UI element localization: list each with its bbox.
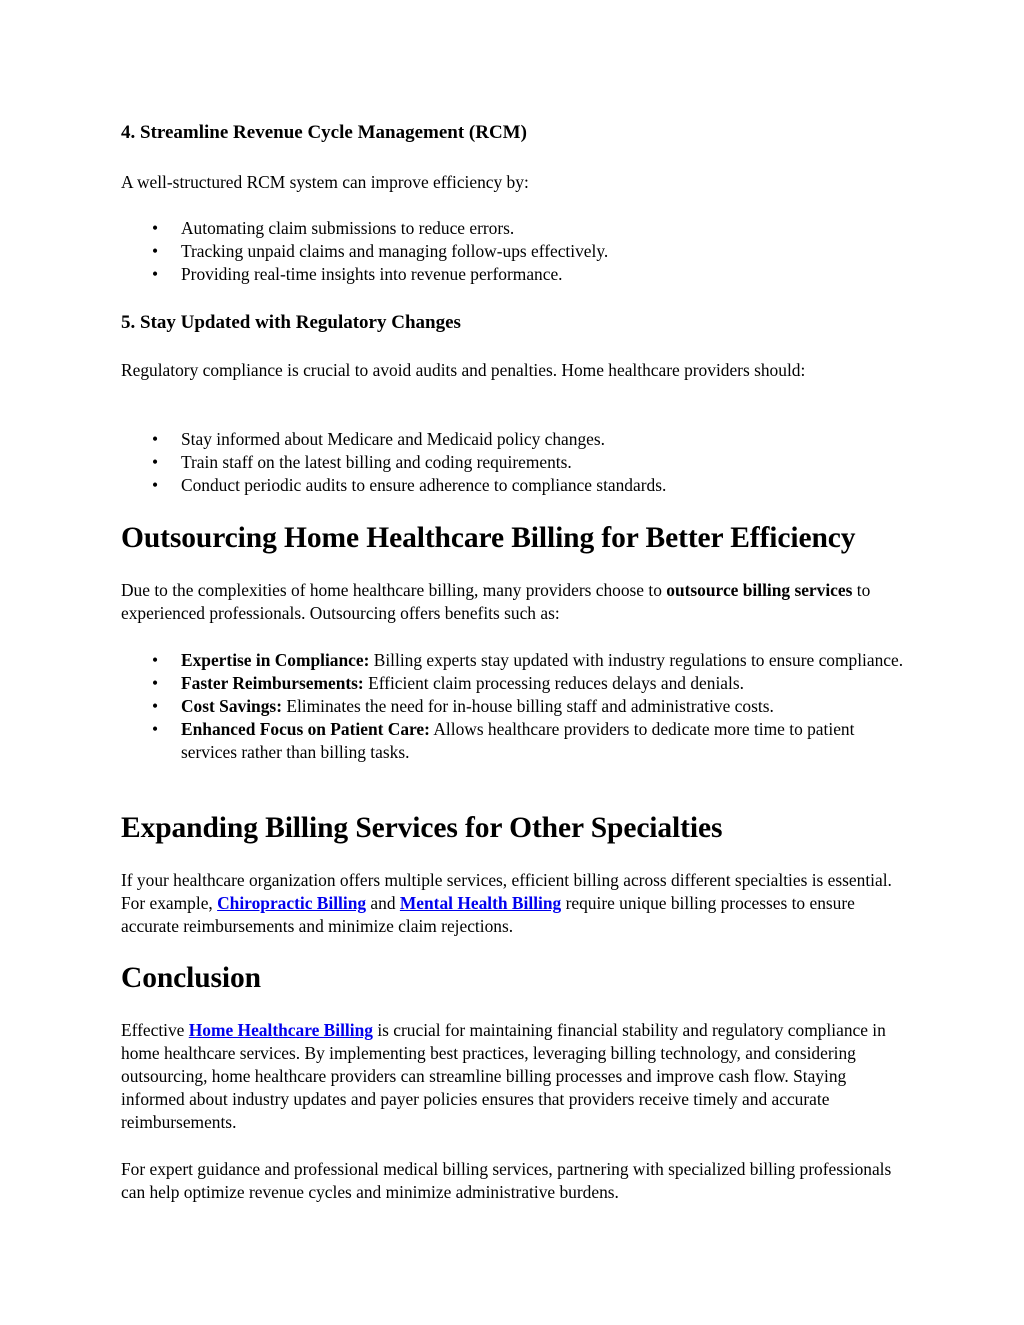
conclusion-paragraph: Effective Home Healthcare Billing is crucial for maintaining financial stability and regulatory compliance in home healthcare services. By implementing best practices, leveraging billing technology, and considering outsourcing, home healthcare providers can streamline billing processes and improve cash flow. Staying informed about industry updates and payer policies ensures that providers receive timely and accurate reimbursements.	[121, 1020, 886, 1132]
list-item: • Stay informed about Medicare and Medicaid policy changes.	[152, 429, 605, 449]
rcm-intro: A well-structured RCM system can improve efficiency by:	[121, 172, 529, 192]
list-item: • Providing real-time insights into revenue performance.	[152, 264, 563, 284]
outsourcing-list	[121, 649, 911, 764]
conclusion-heading: Conclusion	[121, 962, 261, 994]
regulatory-list	[121, 428, 911, 497]
rcm-heading: 4. Streamline Revenue Cycle Management (RCM)	[121, 122, 527, 143]
bullet-icon: •	[152, 673, 159, 693]
mental-health-billing-link[interactable]: Mental Health Billing	[399, 893, 562, 913]
outsourcing-intro: Due to the complexities of home healthcare billing, many providers choose to outsource billing services to experienced professionals. Outsourcing offers benefits such as:	[121, 580, 871, 623]
bullet-icon: •	[152, 719, 159, 739]
list-item: • Automating claim submissions to reduce errors.	[152, 218, 515, 238]
home-healthcare-billing-link[interactable]: Home Healthcare Billing	[188, 1020, 373, 1040]
outsourcing-heading: Outsourcing Home Healthcare Billing for Better Efficiency	[121, 522, 856, 554]
bullet-icon: •	[152, 452, 159, 472]
list-item: • Cost Savings: Eliminates the need for in-house billing staff and administrative costs.	[152, 696, 774, 716]
bullet-icon: •	[152, 429, 159, 449]
specialties-heading: Expanding Billing Services for Other Specialties	[121, 812, 723, 844]
regulatory-heading: 5. Stay Updated with Regulatory Changes	[121, 312, 461, 333]
bullet-icon: •	[152, 475, 159, 495]
list-item: • Enhanced Focus on Patient Care: Allows healthcare providers to dedicate more time to patient services rather than billing tasks.	[152, 719, 855, 762]
chiropractic-billing-link[interactable]: Chiropractic Billing	[217, 893, 367, 913]
bullet-icon: •	[152, 241, 159, 261]
bullet-icon: •	[152, 696, 159, 716]
list-item: • Conduct periodic audits to ensure adherence to compliance standards.	[152, 475, 667, 495]
closing-paragraph: For expert guidance and professional medical billing services, partnering with specialized billing professionals can help optimize revenue cycles and minimize administrative burdens.	[121, 1159, 892, 1202]
bullet-icon: •	[152, 218, 159, 238]
rcm-list	[121, 217, 911, 286]
specialties-paragraph: If your healthcare organization offers multiple services, efficient billing across different specialties is essential. For example, Chiropractic Billing and Mental Health Billing require unique billing processes to ensure accurate reimbursements and minimize claim rejections.	[121, 870, 892, 936]
list-item: • Tracking unpaid claims and managing follow-ups effectively.	[152, 241, 609, 261]
list-item: • Expertise in Compliance: Billing experts stay updated with industry regulations to ensure compliance.	[152, 650, 904, 670]
bullet-icon: •	[152, 650, 159, 670]
outsource-emphasis: outsource billing services	[666, 580, 853, 600]
list-item: • Faster Reimbursements: Efficient claim processing reduces delays and denials.	[152, 673, 744, 693]
bullet-icon: •	[152, 264, 159, 284]
list-item: • Train staff on the latest billing and coding requirements.	[152, 452, 572, 472]
regulatory-intro: Regulatory compliance is crucial to avoid audits and penalties. Home healthcare providers should:	[121, 360, 806, 380]
